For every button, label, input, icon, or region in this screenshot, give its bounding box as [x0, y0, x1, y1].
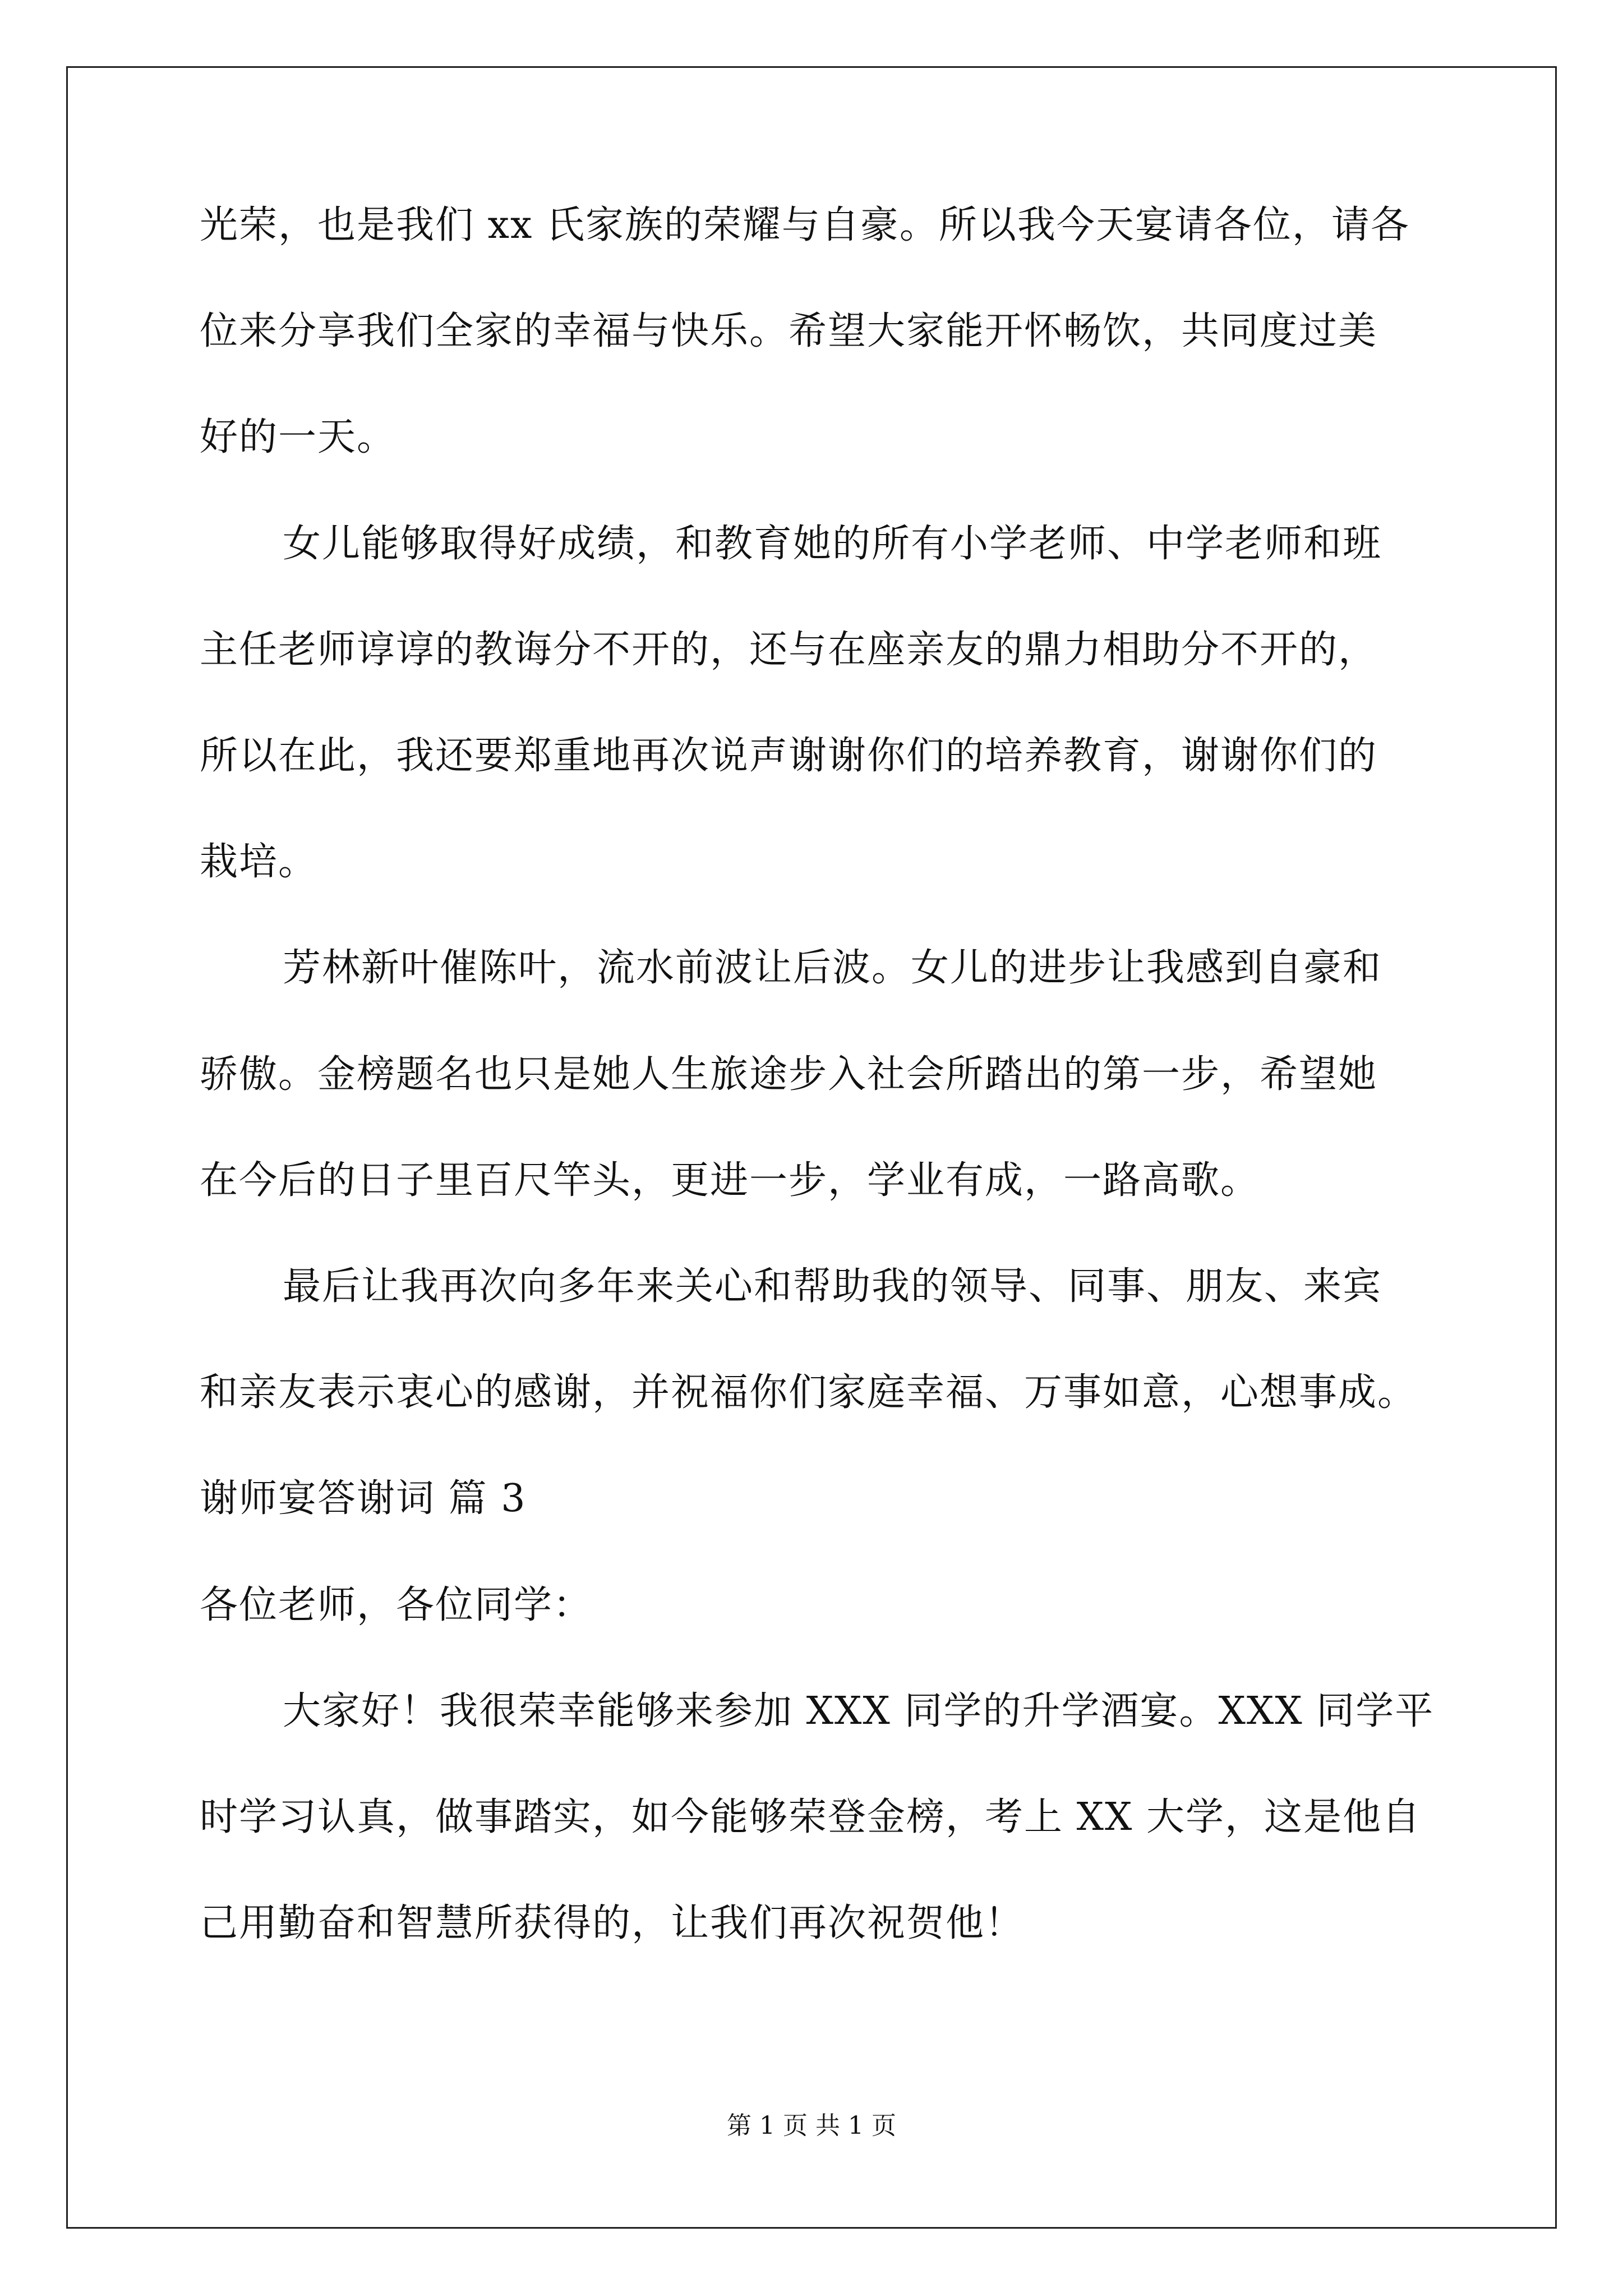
paragraph-first-line: 最后让我再次向多年来关心和帮助我的领导、同事、朋友、来宾: [283, 1264, 1382, 1309]
section-heading: 谢师宴答谢词 篇 3: [200, 1476, 527, 1521]
text-line: 己用勤奋和智慧所获得的，让我们再次祝贺他！: [200, 1901, 1025, 1945]
text-line: 主任老师谆谆的教诲分不开的，还与在座亲友的鼎力相助分不开的，: [200, 628, 1378, 672]
paragraph-first-line: 女儿能够取得好成绩，和教育她的所有小学老师、中学老师和班: [283, 522, 1382, 566]
salutation-line: 各位老师，各位同学：: [200, 1583, 593, 1627]
text-line: 好的一天。: [200, 415, 396, 459]
text-line: 和亲友表示衷心的感谢，并祝福你们家庭幸福、万事如意，心想事成。: [200, 1370, 1417, 1415]
paragraph-first-line: 大家好！我很荣幸能够来参加 XXX 同学的升学酒宴。XXX 同学平: [283, 1689, 1435, 1733]
text-line: 骄傲。金榜题名也只是她人生旅途步入社会所踏出的第一步，希望她: [200, 1052, 1378, 1097]
text-line: 位来分享我们全家的幸福与快乐。希望大家能开怀畅饮，共同度过美: [200, 309, 1378, 353]
text-line: 所以在此，我还要郑重地再次说声谢谢你们的培养教育，谢谢你们的: [200, 734, 1378, 778]
text-line: 时学习认真，做事踏实，如今能够荣登金榜，考上 XX 大学，这是他自: [200, 1795, 1422, 1839]
text-line: 光荣，也是我们 xx 氏家族的荣耀与自豪。所以我今天宴请各位，请各: [200, 203, 1410, 247]
page-footer: 第 1 页 共 1 页: [727, 2111, 896, 2140]
text-line: 在今后的日子里百尺竿头，更进一步，学业有成，一路高歌。: [200, 1158, 1260, 1203]
text-line: 栽培。: [200, 840, 318, 884]
paragraph-first-line: 芳林新叶催陈叶，流水前波让后波。女儿的进步让我感到自豪和: [283, 946, 1382, 990]
